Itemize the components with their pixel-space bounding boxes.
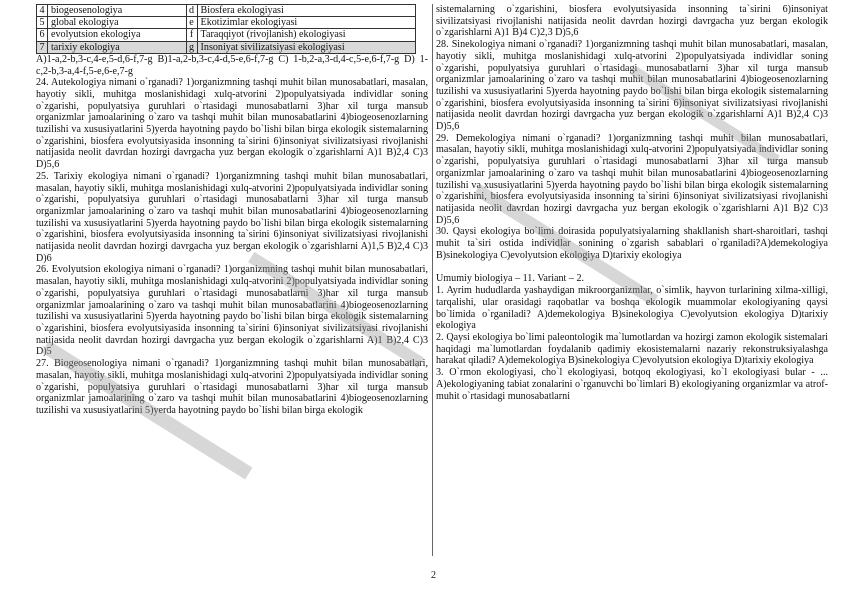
- question-27: 27. Biogeosenologiya nimani o`rganadi? 1)organizmning tashqi muhit bilan munosabatlari, masalan, hayotiy sikli, muhitga moslanishidagi xulq-atvorini 2)populyatsiyada individlar soning o`zgarishi, populyatsiya guruhlari o`rtasidagi munosabatlarni 3)har xil turga mansub organizmlar jamoalarining o`zaro va tashqi muhit bilan munosabatlarini 4)biogeosenozlarning tuzilishi va xususiyatlarini 5)yerda hayotning paydo bo`lishi bilan birga ekologik: [36, 358, 428, 416]
- page-number: 2: [431, 570, 436, 581]
- question-28: 28. Sinekologiya nimani o`rganadi? 1)organizmning tashqi muhit bilan munosabatlari, masalan, hayotiy sikli, muhitga moslanishidagi xulq-atvorini 2)populyatsiyada individlar soning o`zgarishi, populyatsiya guruhlari o`rtasidagi munosabatlarni 3)har xil turga mansub organizmlar jamoalarining o`zaro va tashqi muhit bilan munosabatlarini 4)biogeosenozlarning tuzilishi va xususiyatlarini 5)yerda hayotning paydo bo`lishi bilan birga ekologik sistemalarning o`zgarishini, biosfera evolyutsiyasida insonning ta`sirini 6)insoniyat sivilizatsiyasi rivojlanishi natijasida neolit davrdan hozirgi davrgacha yuz bergan ekologik o`zgarishlarni A)1 B)2,4 C)3 D)5,6: [436, 39, 828, 133]
- variant2-question-1: 1. Ayrim hududlarda yashaydigan mikroorganizmlar, o`simlik, hayvon turlarining xilma-xilligi, tarqalishi, ular orasidagi raqobatlar va boshqa ekologik muammolar ekologiyaning qaysi bo`limida o`rganiladi? A)demekologiya B)sinekologiya C)evolyutsion ekologiya D)tarixiy ekologiya: [436, 285, 828, 332]
- left-column: [36, 4, 428, 556]
- right-column: [436, 4, 828, 556]
- table-row: 4 biogeosenologiya d Biosfera ekologiyasi: [37, 5, 416, 17]
- table-row: 5 global ekologiya e Ekotizimlar ekologiyasi: [37, 17, 416, 29]
- variant2-question-2: 2. Qaysi ekologiya bo`limi paleontologik ma`lumotlardan va hozirgi zamon ekologik sistemalari haqidagi ma`lumotlardan foydalanib qadimiy ekosistemalarni nazariy rekonstruksiyalashga harakat qiladi? A)demekologiya B)sinekologiya C)evolyutsion ekologiya D)tarixiy ekologiya: [436, 331, 828, 367]
- column-divider: [432, 4, 433, 556]
- question-25: 25. Tarixiy ekologiya nimani o`rganadi? 1)organizmning tashqi muhit bilan munosabatlari, masalan, hayotiy sikli, muhitga moslanishidagi xulq-atvorini 2)populyatsiyada individlar soning o`zgarishi, populyatsiya guruhlari o`rtasidagi munosabatlarni 3)har xil turga mansub organizmlar jamoalarining o`zaro va tashqi muhit bilan munosabatlarini 4)biogeosenozlarning tuzilishi va xususiyatlarini 5)yerda hayotning paydo bo`lishi bilan birga ekologik sistemalarning o`zgarishini, biosfera evolyutsiyasida insonning ta`sirini 6)insoniyat sivilizatsiyasi rivojlanishi natijasida neolit davrdan hozirgi davrgacha yuz bergan ekologik o`zgarishlarni A)1,5 B)2,4 C)3 D)6: [36, 170, 428, 264]
- table-row: 6 evolyutsion ekologiya f Taraqqiyot (rivojlanish) ekologiyasi: [37, 29, 416, 41]
- answer-options-23: A)1-a,2-b,3-c,4-e,5-d,6-f,7-g B)1-a,2-b,3-c,4-d,5-e,6-f,7-g C) 1-b,2-a,3-d,4-c,5-e,6-f,7-g D) 1-c,2-b,3-a,4-f,5-e,6-e,7-g: [36, 53, 428, 77]
- matching-table: [36, 4, 416, 54]
- variant2-question-3: 3. O`rmon ekologiyasi, cho`l ekologiyasi, botqoq ekologiyasi, ko`l ekologiyasi bular - ... A)ekologiyaning tabiat zonalarini o`rganuvchi bo`limlari B) ekologiyaning organizmlar va atrof-muhit o`rtasidagi munosabatlarni: [436, 367, 828, 402]
- section-gap: [436, 261, 828, 273]
- question-29: 29. Demekologiya nimani o`rganadi? 1)organizmning tashqi muhit bilan munosabatlari, masalan, hayotiy sikli, muhitga moslanishidagi xulq-atvorini 2)populyatsiyada individlar soning o`zgarishi, populyatsiya guruhlari o`rtasidagi munosabatlarni 3)har xil turga mansub organizmlar jamoalarining o`zaro va tashqi muhit bilan munosabatlarini 4)biogeosenozlarning tuzilishi va xususiyatlarini 5)yerda hayotning paydo bo`lishi bilan birga ekologik sistemalarning o`zgarishini, biosfera evolyutsiyasida insonning ta`sirini 6)insoniyat sivilizatsiyasi rivojlanishi natijasida neolit davrdan hozirgi davrgacha yuz bergan ekologik o`zgarishlarni A)1 B)2 C)3 D)5,6: [436, 132, 828, 226]
- question-24: 24. Autekologiya nimani o`rganadi? 1)organizmning tashqi muhit bilan munosabatlari, masalan, hayotiy sikli, muhitga moslanishidagi xulq-atvorini 2)populyatsiyada individlar soning o`zgarishi, populyatsiya guruhlari o`rtasidagi munosabatlarni 3)har xil turga mansub organizmlar jamoalarining o`zaro va tashqi muhit bilan munosabatlarini 4)biogeosenozlarning tuzilishi va xususiyatlarini 5)yerda hayotning paydo bo`lishi bilan birga ekologik sistemalarning o`zgarishini, biosfera evolyutsiyasida insonning ta`sirini 6)insoniyat sivilizatsiyasi rivojlanishi natijasida neolit davrdan hozirgi davrgacha yuz bergan ekologik o`zgarishlarni A)1 B)2,4 C)3 D)5,6: [36, 77, 428, 171]
- question-27-continued: sistemalarning o`zgarishini, biosfera evolyutsiyasida insonning ta`sirini 6)insoniyat sivilizatsiyasi rivojlanishi natijasida neolit davrdan hozirgi davrgacha yuz bergan ekologik o`zgarishlarni A)1 B)4 C)2,3 D)5,6: [436, 4, 828, 39]
- section-title: Umumiy biologiya – 11. Variant – 2.: [436, 273, 585, 285]
- question-30: 30. Qaysi ekologiya bo`limi doirasida populyatsiyalarning shakllanish shart-sharoitlari, tashqi muhit ta`siri ostida individlar sonining o`zgarish sabablari o`rganiladi?A)demekologiya B)sinekologiya C)evolyutsion ekologiya D)tarixiy ekologiya: [436, 226, 828, 261]
- question-26: 26. Evolyutsion ekologiya nimani o`rganadi? 1)organizmning tashqi muhit bilan munosabatlari, masalan, hayotiy sikli, muhitga moslanishidagi xulq-atvorini 2)populyatsiyada individlar soning o`zgarishi, populyatsiya guruhlari o`rtasidagi munosabatlarni 3)har xil turga mansub organizmlar jamoalarining o`zaro va tashqi muhit bilan munosabatlarini 4)biogeosenozlarning tuzilishi va xususiyatlarini 5)yerda hayotning paydo bo`lishi bilan birga ekologik sistemalarning o`zgarishini, biosfera evolyutsiyasida insonning ta`sirini 6)insoniyat sivilizatsiyasi rivojlanishi natijasida neolit davrdan hozirgi davrgacha yuz bergan ekologik o`zgarishlarni A)1 B)2,4 C)3 D)5: [36, 264, 428, 358]
- table-row: 7 tarixiy ekologiya g Insoniyat sivilizatsiyasi ekologiyasi: [37, 41, 416, 53]
